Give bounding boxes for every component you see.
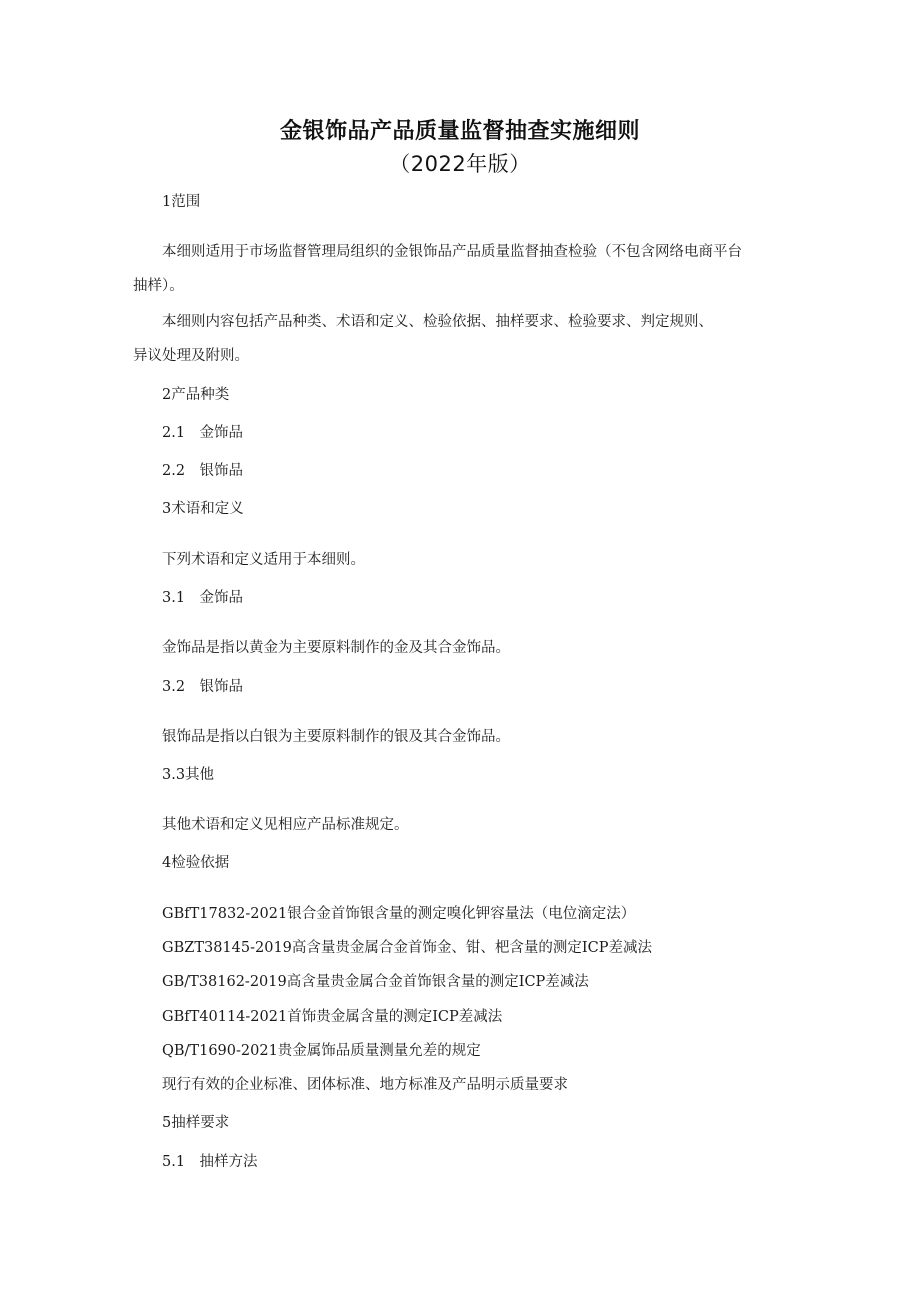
paragraph-content-line-1: 本细则内容包括产品种类、术语和定义、检验依据、抽样要求、检验要求、判定规则、 (162, 314, 713, 330)
paragraph-terms-intro: 下列术语和定义适用于本细则。 (162, 552, 365, 568)
term-definition-other: 其他术语和定义见相应产品标准规定。 (162, 817, 409, 833)
section-heading-terms: 3术语和定义 (162, 501, 244, 517)
subsection-sampling-method: 5.1 抽样方法 (162, 1154, 258, 1170)
term-heading-other: 3.3其他 (162, 767, 215, 783)
term-heading-silver: 3.2 银饰品 (162, 679, 244, 695)
section-heading-scope: 1范围 (162, 194, 201, 210)
standard-item: GBZT38145-2019高含量贵金属合金首饰金、钳、杷含量的测定ICP差减法 (162, 940, 652, 956)
standard-item: 现行有效的企业标准、团体标准、地方标准及产品明示质量要求 (162, 1077, 568, 1093)
paragraph-scope-line-2: 抽样）。 (133, 278, 184, 294)
subsection-silver-jewelry: 2.2 银饰品 (162, 463, 244, 479)
paragraph-content-line-2: 异议处理及附则。 (133, 348, 249, 364)
standard-item: GB/T38162-2019高含量贵金属合金首饰银含量的测定ICP差减法 (162, 974, 589, 990)
term-definition-gold: 金饰品是指以黄金为主要原料制作的金及其合金饰品。 (162, 640, 510, 656)
paragraph-scope-line-1: 本细则适用于市场监督管理局组织的金银饰品产品质量监督抽查检验（不包含网络电商平台 (162, 244, 742, 260)
subsection-gold-jewelry: 2.1 金饰品 (162, 425, 244, 441)
standard-item: GBfT17832-2021银合金首饰银含量的测定嗅化钾容量法（电位滴定法） (162, 906, 636, 922)
section-heading-product-types: 2产品种类 (162, 387, 230, 403)
section-heading-sampling: 5抽样要求 (162, 1115, 230, 1131)
standard-item: QB/T1690-2021贵金属饰品质量测量允差的规定 (162, 1043, 481, 1059)
standard-item: GBfT40114-2021首饰贵金属含量的测定ICP差减法 (162, 1009, 503, 1025)
term-definition-silver: 银饰品是指以白银为主要原料制作的银及其合金饰品。 (162, 729, 510, 745)
document-subtitle: （2022年版） (389, 152, 531, 176)
section-heading-basis: 4检验依据 (162, 855, 230, 871)
term-heading-gold: 3.1 金饰品 (162, 590, 244, 606)
document-title: 金银饰品产品质量监督抽查实施细则 (279, 119, 640, 144)
